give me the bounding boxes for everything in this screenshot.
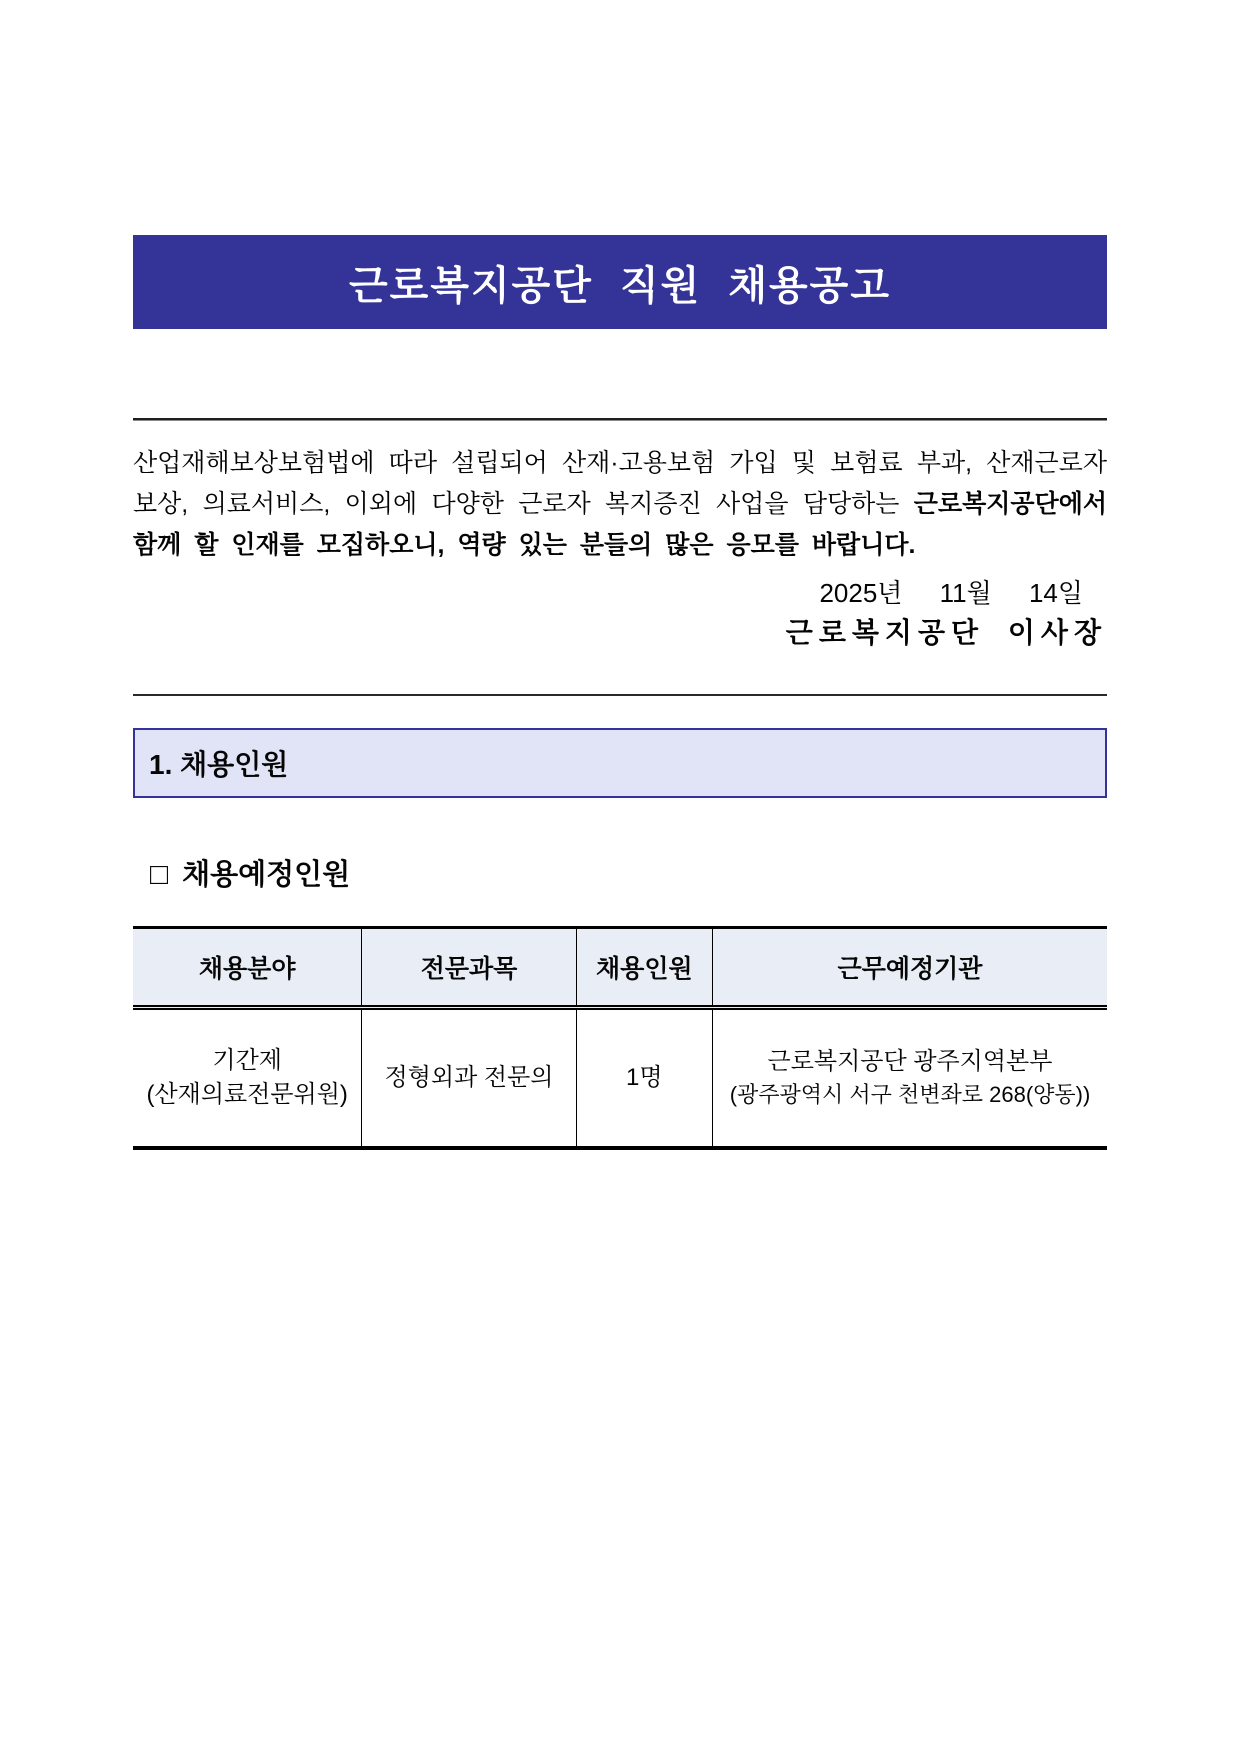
intro-text-normal: 산업재해보상보험법에 따라 설립되어 산재·고용보험 가입 및 보험료 부과, 산재근로자 보상, 의료서비스, 이외에 다양한 근로자 복지증진 사업을 담당하는 (133, 449, 1107, 518)
workplace-line1: 근로복지공단 광주지역본부 (767, 1047, 1053, 1075)
issue-date: 2025년 11월 14일 (819, 578, 1083, 608)
table-row (133, 1008, 1107, 1148)
recruitment-table (133, 926, 1107, 1150)
subsection-title: 채용예정인원 (182, 859, 351, 891)
cell-headcount (576, 1008, 712, 1148)
top-divider (133, 418, 1107, 421)
headcount-text: 1명 (626, 1063, 663, 1091)
document-title: 근로복지공단 직원 채용공고 (349, 263, 891, 308)
category-line1: 기간제 (212, 1046, 282, 1074)
column-header-specialty: 전문과목 (362, 928, 576, 1008)
cell-category (133, 1008, 362, 1148)
subsection-heading (133, 854, 1107, 896)
section-header-box (133, 728, 1107, 798)
intro-paragraph (133, 443, 1107, 566)
square-bullet-icon: □ (150, 858, 169, 891)
section-divider (133, 694, 1107, 696)
column-header-workplace: 근무예정기관 (713, 928, 1108, 1008)
cell-specialty (362, 1008, 576, 1148)
column-header-category: 채용분야 (133, 928, 362, 1008)
cell-workplace (713, 1008, 1108, 1148)
signer-title: 근로복지공단 이사장 (785, 617, 1107, 648)
intro-text-bold: 근로복지공단에서 함께 할 인재를 모집하오니, 역량 있는 분들의 많은 응모를 바랍니다. (133, 490, 1107, 559)
section-title: 1. 채용인원 (149, 749, 289, 780)
specialty-text: 정형외과 전문의 (384, 1063, 554, 1091)
title-banner (133, 235, 1107, 329)
table-header-row (133, 928, 1107, 1008)
category-line2: (산재의료전문위원) (146, 1080, 348, 1108)
workplace-line2: (광주광역시 서구 천변좌로 268(양동)) (729, 1081, 1091, 1107)
column-header-headcount: 채용인원 (576, 928, 712, 1008)
